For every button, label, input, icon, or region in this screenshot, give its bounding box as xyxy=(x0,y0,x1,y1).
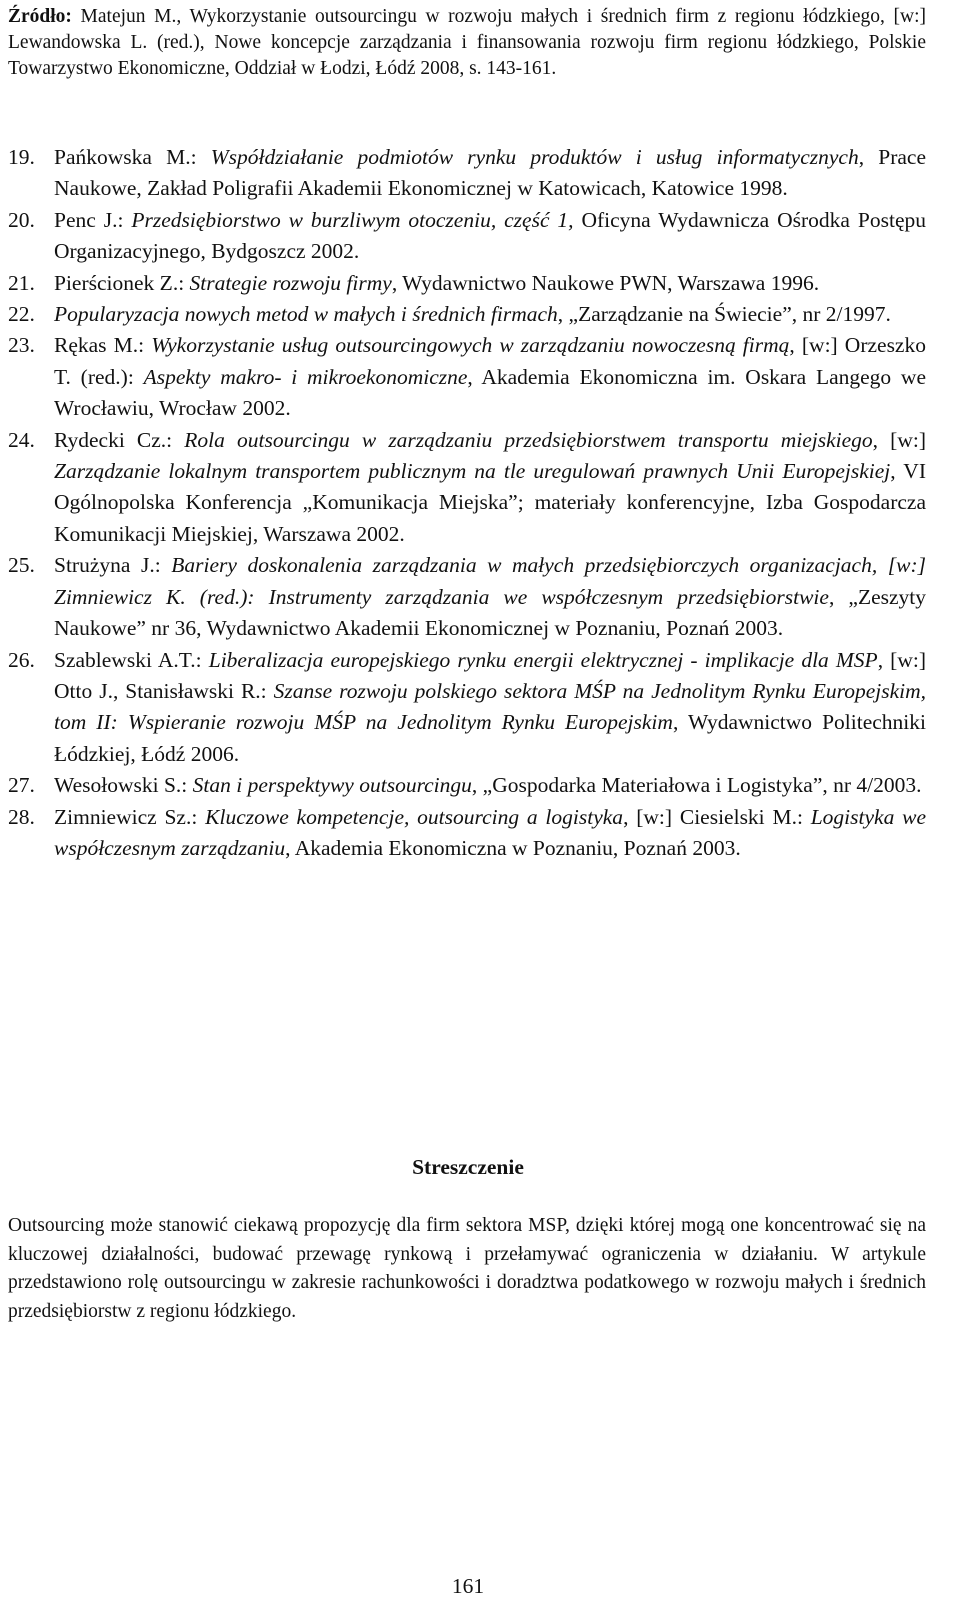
entry-text-part: Pańkowska M.: xyxy=(54,145,211,169)
entry-text-part: Rydecki Cz.: xyxy=(54,427,185,452)
entry-title-italic: Szanse rozwoju polskiego sektora MŚP na Jednolitym Rynku Europejskim, tom II: Wspieranie rozwoju MŚP na Jednolitym Rynku Europejskim xyxy=(54,678,926,735)
entry-title-italic: Logistyka we współczesnym zarządzaniu xyxy=(54,804,927,860)
entry-text-part: , Prace Naukowe, Zakład Poligrafii Akademii Ekonomicznej w Katowicach, Katowice 1998. xyxy=(54,145,927,201)
entry-text-part: , „Gospodarka Materiałowa i Logistyka”, nr 4/2003. xyxy=(471,773,922,798)
entry-text-part: , [w:] Ciesielski M.: xyxy=(623,804,811,829)
bibliography-entry xyxy=(8,802,926,865)
entry-title-italic: Bariery doskonalenia zarządzania w małych przedsiębiorczych organizacjach, [w:] Zimniewicz K. (red.): Instrumenty zarządzania we współczesnym przedsiębiorstwie xyxy=(54,553,926,609)
entry-text xyxy=(54,142,926,205)
bibliography-entry xyxy=(8,268,926,299)
page-number: 161 xyxy=(451,1574,485,1598)
entry-text xyxy=(54,268,926,299)
entry-title-italic: Liberalizacja europejskiego rynku energii elektrycznej - implikacje dla MSP xyxy=(208,647,878,672)
bibliography-entry xyxy=(8,770,926,801)
entry-title-italic: Współdziałanie podmiotów rynku produktów i usług informatycznych xyxy=(210,145,859,169)
entry-text-part: Oficyna Wydawnicza Ośrodka Postępu Organizacyjnego, Bydgoszcz 2002. xyxy=(54,207,926,264)
bibliography-entry xyxy=(8,645,926,771)
entry-text-part: , [w:] xyxy=(872,427,926,452)
entry-number: 21. xyxy=(8,270,35,295)
entry-number: 27. xyxy=(8,773,35,798)
entry-text xyxy=(54,802,926,865)
entry-text xyxy=(54,645,926,771)
entry-title-italic: Stan i perspektywy outsourcingu xyxy=(192,773,472,798)
entry-text-part: Szablewski A.T.: xyxy=(54,647,209,672)
entry-text-part: , Akademia Ekonomiczna im. Oskara Langego we Wrocławiu, Wrocław 2002. xyxy=(54,364,926,421)
entry-text-part: , Wydawnictwo Naukowe PWN, Warszawa 1996. xyxy=(391,270,820,295)
source-note xyxy=(8,4,926,82)
entry-text-part: Pierścionek Z.: xyxy=(54,270,190,295)
entry-number: 26. xyxy=(8,647,35,672)
entry-text-part: , „Zeszyty Naukowe” nr 36, Wydawnictwo Akademii Ekonomicznej w Poznaniu, Poznań 2003. xyxy=(54,584,927,641)
entry-title-italic: Kluczowe kompetencje, outsourcing a logistyka xyxy=(205,804,624,829)
bibliography-list xyxy=(8,142,926,864)
entry-text-part: Strużyna J.: xyxy=(54,553,172,578)
entry-number: 24. xyxy=(8,427,35,452)
entry-text-part: Penc J.: xyxy=(54,207,132,232)
bibliography-entry xyxy=(8,425,926,551)
entry-text-part: , VI Ogólnopolska Konferencja „Komunikacja Miejska”; materiały konferencyjne, Izba Gospodarcza Komunikacji Miejskiej, Warszawa 2002. xyxy=(54,459,926,546)
entry-title-italic: Zarządzanie lokalnym transportem publicznym na tle uregulowań prawnych Unii Europejskiej xyxy=(54,459,891,484)
source-text: Matejun M., Wykorzystanie outsourcingu w rozwoju małych i średnich firm z regionu łódzkiego, [w:] Lewandowska L. (red.), Nowe koncepcje zarządzania i finansowania rozwoju firm regionu łódzkiego, Polskie Towarzystwo Ekonomiczne, Oddział w Łodzi, Łódź 2008, s. 143-161. xyxy=(8,6,926,79)
entry-title-italic: Popularyzacja nowych metod w małych i średnich firmach xyxy=(54,302,558,327)
entry-text xyxy=(54,770,926,801)
entry-title-italic: Strategie rozwoju firmy xyxy=(189,270,392,295)
source-label: Źródło: xyxy=(8,6,72,27)
entry-text-part: , Wydawnictwo Politechniki Łódzkiej, Łódź 2006. xyxy=(54,710,927,766)
entry-text xyxy=(54,299,926,330)
entry-number: 20. xyxy=(8,207,35,232)
bibliography-entry xyxy=(8,299,926,330)
entry-text-part: , [w:] Otto J., Stanisławski R.: xyxy=(54,647,926,703)
entry-text-part: , „Zarządzanie na Świecie”, nr 2/1997. xyxy=(557,302,891,327)
entry-title-italic: Aspekty makro- i mikroekonomiczne xyxy=(143,364,468,389)
entry-text xyxy=(54,550,926,644)
entry-number: 23. xyxy=(8,333,35,358)
entry-number: 19. xyxy=(8,145,35,169)
entry-text-part: , Akademia Ekonomiczna w Poznaniu, Poznań 2003. xyxy=(285,835,741,860)
entry-title-italic: Przedsiębiorstwo w burzliwym otoczeniu, część 1, xyxy=(131,207,574,232)
entry-text-part: Zimniewicz Sz.: xyxy=(54,804,206,829)
bibliography-entry xyxy=(8,330,926,424)
summary-heading: Streszczenie xyxy=(412,1155,524,1179)
bibliography-entry xyxy=(8,550,926,644)
entry-text xyxy=(54,425,926,551)
entry-number: 22. xyxy=(8,302,35,327)
summary-text: Outsourcing może stanowić ciekawą propozycję dla firm sektora MSP, dzięki której mogą one koncentrować się na kluczowej działalności, budować przewagę rynkową i przełamywać ograniczenia w działaniu. W artykule przedstawiono rolę outsourcingu w zakresie rachunkowości i doradztwa podatkowego w rozwoju małych i średnich przedsiębiorstw z regionu łódzkiego. xyxy=(8,1215,926,1322)
entry-text-part: Rękas M.: xyxy=(54,333,152,358)
bibliography-entry xyxy=(8,205,926,268)
entry-text xyxy=(54,205,926,268)
entry-text-part: , [w:] Orzeszko T. (red.): xyxy=(54,333,926,389)
entry-title-italic: Wykorzystanie usług outsourcingowych w zarządzaniu nowoczesną firmą xyxy=(151,333,790,358)
entry-title-italic: Rola outsourcingu w zarządzaniu przedsiębiorstwem transportu miejskiego xyxy=(184,427,873,452)
entry-number: 25. xyxy=(8,553,35,578)
entry-number: 28. xyxy=(8,804,35,829)
entry-text-part: Wesołowski S.: xyxy=(54,773,193,798)
entry-text xyxy=(54,330,926,424)
bibliography-entry xyxy=(8,142,926,205)
